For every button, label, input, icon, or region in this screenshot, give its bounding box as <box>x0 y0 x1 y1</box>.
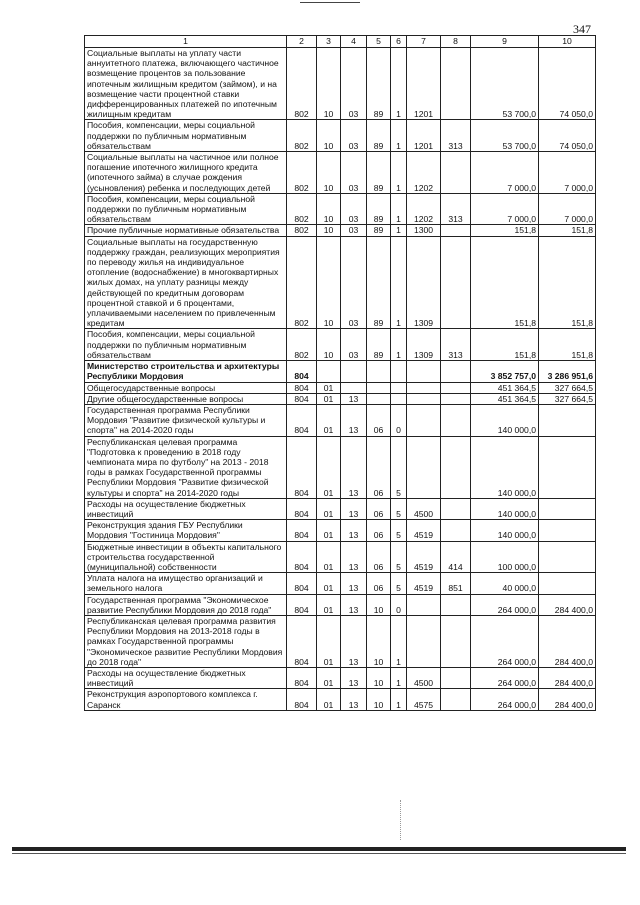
row-name: Государственная программа "Экономическое развитие Республики Мордовия до 2018 года" <box>85 594 287 615</box>
row-expense-type <box>441 152 471 194</box>
row-subsection: 13 <box>341 498 367 519</box>
row-expense-type <box>441 48 471 120</box>
row-admin-code: 802 <box>287 329 317 361</box>
page-number: 347 <box>573 22 591 36</box>
row-section: 01 <box>317 436 341 498</box>
row-expense-type <box>441 689 471 710</box>
row-amount-year1: 53 700,0 <box>471 48 539 120</box>
row-section: 01 <box>317 667 341 688</box>
row-section: 10 <box>317 225 341 236</box>
row-name: Республиканская целевая программа развития Республики Мордовия на 2013-2018 годы в рамках Государственной программы "Экономическое развитие Республики Мордовия до 2018 года" <box>85 615 287 667</box>
row-expense-type <box>441 594 471 615</box>
row-amount-year2: 7 000,0 <box>539 152 596 194</box>
row-admin-code: 804 <box>287 541 317 573</box>
table-row <box>85 382 596 393</box>
row-name: Расходы на осуществление бюджетных инвестиций <box>85 498 287 519</box>
row-subprogram: 1 <box>391 152 407 194</box>
row-admin-code: 802 <box>287 236 317 329</box>
table-row <box>85 120 596 152</box>
row-amount-year1: 451 364,5 <box>471 393 539 404</box>
row-subprogram: 1 <box>391 225 407 236</box>
row-admin-code: 802 <box>287 225 317 236</box>
row-subprogram: 1 <box>391 689 407 710</box>
table-row <box>85 667 596 688</box>
table-row <box>85 404 596 436</box>
row-name: Бюджетные инвестиции в объекты капитального строительства государственной (муниципальной) собственности <box>85 541 287 573</box>
row-amount-year1: 264 000,0 <box>471 689 539 710</box>
table-row <box>85 225 596 236</box>
row-program <box>367 393 391 404</box>
row-section: 01 <box>317 689 341 710</box>
row-target-code <box>407 393 441 404</box>
row-target-code: 1202 <box>407 193 441 225</box>
table-row <box>85 152 596 194</box>
row-admin-code: 804 <box>287 382 317 393</box>
row-program: 10 <box>367 667 391 688</box>
row-subprogram: 1 <box>391 48 407 120</box>
row-name: Социальные выплаты на государственную поддержку граждан, реализующих мероприятия по переводу жилья на индивидуальное отопление (водоснабжение) в многоквартирных жилых домах, на уплату разницы между действующей по кредитным договорам процентной ставкой и 6 процентами, уплачиваемыми населением по привлеченным кредитам <box>85 236 287 329</box>
row-subsection: 13 <box>341 541 367 573</box>
row-amount-year2 <box>539 520 596 541</box>
table-row <box>85 594 596 615</box>
row-program: 06 <box>367 520 391 541</box>
row-admin-code: 804 <box>287 436 317 498</box>
page-bottom-border <box>12 847 626 851</box>
row-amount-year1: 264 000,0 <box>471 667 539 688</box>
row-subprogram <box>391 382 407 393</box>
row-subprogram: 1 <box>391 329 407 361</box>
row-admin-code: 804 <box>287 361 317 382</box>
row-target-code: 4519 <box>407 573 441 594</box>
row-amount-year2: 151,8 <box>539 225 596 236</box>
row-amount-year2 <box>539 436 596 498</box>
row-program: 89 <box>367 236 391 329</box>
row-section: 01 <box>317 615 341 667</box>
row-expense-type: 414 <box>441 541 471 573</box>
row-subsection <box>341 361 367 382</box>
row-admin-code: 804 <box>287 520 317 541</box>
row-subsection: 03 <box>341 152 367 194</box>
row-amount-year2: 284 400,0 <box>539 615 596 667</box>
table-row <box>85 48 596 120</box>
row-program: 06 <box>367 541 391 573</box>
row-amount-year1: 7 000,0 <box>471 152 539 194</box>
row-amount-year2: 284 400,0 <box>539 689 596 710</box>
row-amount-year2: 74 050,0 <box>539 48 596 120</box>
table-row <box>85 329 596 361</box>
row-target-code: 1202 <box>407 152 441 194</box>
page-bottom-border-thin <box>12 853 626 854</box>
row-section: 10 <box>317 329 341 361</box>
row-target-code: 1309 <box>407 329 441 361</box>
table-header-row <box>85 36 596 48</box>
row-subprogram: 1 <box>391 236 407 329</box>
row-subprogram: 0 <box>391 594 407 615</box>
row-subsection: 13 <box>341 520 367 541</box>
row-target-code <box>407 594 441 615</box>
row-section: 10 <box>317 120 341 152</box>
row-subsection: 13 <box>341 404 367 436</box>
col-header: 7 <box>407 36 441 48</box>
row-amount-year2: 151,8 <box>539 236 596 329</box>
row-section: 01 <box>317 498 341 519</box>
row-section: 10 <box>317 152 341 194</box>
table-row <box>85 573 596 594</box>
row-admin-code: 804 <box>287 615 317 667</box>
row-amount-year1: 53 700,0 <box>471 120 539 152</box>
row-target-code: 4519 <box>407 541 441 573</box>
row-subsection: 03 <box>341 120 367 152</box>
row-program <box>367 361 391 382</box>
row-subsection: 03 <box>341 225 367 236</box>
row-program: 06 <box>367 404 391 436</box>
table-row <box>85 393 596 404</box>
row-expense-type <box>441 667 471 688</box>
col-header: 1 <box>85 36 287 48</box>
row-amount-year1: 151,8 <box>471 329 539 361</box>
table-row <box>85 436 596 498</box>
row-subsection: 03 <box>341 329 367 361</box>
row-amount-year1: 3 852 757,0 <box>471 361 539 382</box>
row-program: 10 <box>367 615 391 667</box>
row-target-code: 4500 <box>407 667 441 688</box>
row-amount-year2 <box>539 498 596 519</box>
row-section: 01 <box>317 594 341 615</box>
budget-table <box>84 35 596 711</box>
row-subprogram: 5 <box>391 573 407 594</box>
row-name: Прочие публичные нормативные обязательства <box>85 225 287 236</box>
row-program: 89 <box>367 329 391 361</box>
row-subprogram: 1 <box>391 120 407 152</box>
col-header: 6 <box>391 36 407 48</box>
row-admin-code: 804 <box>287 573 317 594</box>
row-admin-code: 804 <box>287 594 317 615</box>
row-program: 89 <box>367 193 391 225</box>
row-subprogram: 0 <box>391 404 407 436</box>
row-amount-year2 <box>539 573 596 594</box>
row-name: Общегосударственные вопросы <box>85 382 287 393</box>
row-target-code <box>407 615 441 667</box>
row-subprogram <box>391 393 407 404</box>
row-amount-year2: 327 664,5 <box>539 393 596 404</box>
row-amount-year2: 327 664,5 <box>539 382 596 393</box>
row-expense-type: 313 <box>441 120 471 152</box>
scan-artifact <box>400 800 402 840</box>
row-subsection: 13 <box>341 667 367 688</box>
row-expense-type <box>441 382 471 393</box>
row-amount-year2: 151,8 <box>539 329 596 361</box>
col-header: 4 <box>341 36 367 48</box>
col-header: 3 <box>317 36 341 48</box>
row-amount-year1: 7 000,0 <box>471 193 539 225</box>
row-subsection: 03 <box>341 193 367 225</box>
row-program: 10 <box>367 594 391 615</box>
row-subprogram: 1 <box>391 667 407 688</box>
row-name: Другие общегосударственные вопросы <box>85 393 287 404</box>
row-amount-year1: 100 000,0 <box>471 541 539 573</box>
table-row <box>85 520 596 541</box>
table-row <box>85 689 596 710</box>
row-subsection <box>341 382 367 393</box>
row-target-code <box>407 361 441 382</box>
row-section: 01 <box>317 382 341 393</box>
row-section <box>317 361 341 382</box>
row-amount-year2 <box>539 404 596 436</box>
row-expense-type: 313 <box>441 329 471 361</box>
row-amount-year1: 140 000,0 <box>471 404 539 436</box>
col-header: 2 <box>287 36 317 48</box>
row-program: 89 <box>367 48 391 120</box>
row-subprogram: 5 <box>391 520 407 541</box>
row-expense-type <box>441 404 471 436</box>
col-header: 8 <box>441 36 471 48</box>
row-expense-type <box>441 393 471 404</box>
table-row <box>85 361 596 382</box>
row-target-code <box>407 404 441 436</box>
row-program: 89 <box>367 152 391 194</box>
row-amount-year2: 284 400,0 <box>539 594 596 615</box>
row-subsection: 13 <box>341 615 367 667</box>
row-target-code: 4575 <box>407 689 441 710</box>
row-target-code: 1300 <box>407 225 441 236</box>
col-header: 9 <box>471 36 539 48</box>
row-amount-year1: 40 000,0 <box>471 573 539 594</box>
row-amount-year2: 3 286 951,6 <box>539 361 596 382</box>
row-expense-type <box>441 236 471 329</box>
row-target-code: 1201 <box>407 120 441 152</box>
row-admin-code: 802 <box>287 120 317 152</box>
row-name: Расходы на осуществление бюджетных инвестиций <box>85 667 287 688</box>
row-subsection: 13 <box>341 594 367 615</box>
row-name: Республиканская целевая программа "Подготовка к проведению в 2018 году чемпионата мира по футболу" на 2013 - 2018 годы в рамках Государственной программы Республики Мордовия "Развитие физической культуры и спорта" на 2014-2020 годы <box>85 436 287 498</box>
row-subsection: 03 <box>341 48 367 120</box>
row-section: 01 <box>317 393 341 404</box>
row-name: Социальные выплаты на частичное или полное погашение ипотечного жилищного кредита (ипотечного займа) в случае рождения (усыновления) ребенка и последующих детей <box>85 152 287 194</box>
row-subsection: 13 <box>341 393 367 404</box>
row-name: Государственная программа Республики Мордовия "Развитие физической культуры и спорта" на 2014-2020 годы <box>85 404 287 436</box>
row-amount-year1: 264 000,0 <box>471 594 539 615</box>
row-section: 10 <box>317 48 341 120</box>
row-name: Реконструкция аэропортового комплекса г. Саранск <box>85 689 287 710</box>
row-section: 10 <box>317 236 341 329</box>
row-admin-code: 804 <box>287 667 317 688</box>
row-target-code: 4500 <box>407 498 441 519</box>
row-name: Пособия, компенсации, меры социальной поддержки по публичным нормативным обязательствам <box>85 193 287 225</box>
row-target-code: 1309 <box>407 236 441 329</box>
row-section: 01 <box>317 573 341 594</box>
row-amount-year1: 151,8 <box>471 236 539 329</box>
col-header: 5 <box>367 36 391 48</box>
row-subprogram: 1 <box>391 615 407 667</box>
row-expense-type: 313 <box>441 193 471 225</box>
row-target-code <box>407 436 441 498</box>
row-expense-type <box>441 361 471 382</box>
row-name: Социальные выплаты на уплату части аннуитетного платежа, включающего частичное возмещение процентов за пользование ипотечным жилищным кредитом (займом), и на возмещение части процентной ставки дифференцированных платежей по ипотечным жилищным кредитам <box>85 48 287 120</box>
row-subsection: 13 <box>341 573 367 594</box>
row-program: 06 <box>367 498 391 519</box>
row-amount-year1: 140 000,0 <box>471 436 539 498</box>
row-admin-code: 804 <box>287 498 317 519</box>
row-admin-code: 802 <box>287 48 317 120</box>
row-subprogram: 5 <box>391 436 407 498</box>
row-program: 10 <box>367 689 391 710</box>
row-admin-code: 802 <box>287 193 317 225</box>
row-expense-type <box>441 520 471 541</box>
row-subprogram: 1 <box>391 193 407 225</box>
row-amount-year1: 140 000,0 <box>471 498 539 519</box>
row-subprogram: 5 <box>391 541 407 573</box>
row-name: Реконструкция здания ГБУ Республики Мордовия "Гостиница Мордовия" <box>85 520 287 541</box>
table-row <box>85 498 596 519</box>
row-admin-code: 804 <box>287 393 317 404</box>
row-amount-year2 <box>539 541 596 573</box>
row-amount-year1: 264 000,0 <box>471 615 539 667</box>
row-amount-year1: 151,8 <box>471 225 539 236</box>
row-admin-code: 802 <box>287 152 317 194</box>
row-program: 06 <box>367 436 391 498</box>
row-amount-year1: 451 364,5 <box>471 382 539 393</box>
row-amount-year2: 7 000,0 <box>539 193 596 225</box>
row-name: Пособия, компенсации, меры социальной поддержки по публичным нормативным обязательствам <box>85 329 287 361</box>
row-admin-code: 804 <box>287 404 317 436</box>
table-row <box>85 615 596 667</box>
row-section: 10 <box>317 193 341 225</box>
row-expense-type <box>441 225 471 236</box>
row-amount-year1: 140 000,0 <box>471 520 539 541</box>
row-subprogram <box>391 361 407 382</box>
row-program: 06 <box>367 573 391 594</box>
row-section: 01 <box>317 404 341 436</box>
row-expense-type <box>441 615 471 667</box>
row-subsection: 13 <box>341 436 367 498</box>
col-header: 10 <box>539 36 596 48</box>
row-name: Министерство строительства и архитектуры Республики Мордовия <box>85 361 287 382</box>
row-expense-type <box>441 498 471 519</box>
table-row <box>85 193 596 225</box>
row-name: Пособия, компенсации, меры социальной поддержки по публичным нормативным обязательствам <box>85 120 287 152</box>
row-section: 01 <box>317 541 341 573</box>
row-program <box>367 382 391 393</box>
row-target-code <box>407 382 441 393</box>
row-program: 89 <box>367 225 391 236</box>
row-target-code: 1201 <box>407 48 441 120</box>
row-amount-year2: 284 400,0 <box>539 667 596 688</box>
row-section: 01 <box>317 520 341 541</box>
row-program: 89 <box>367 120 391 152</box>
row-subsection: 03 <box>341 236 367 329</box>
row-amount-year2: 74 050,0 <box>539 120 596 152</box>
scan-header-mark <box>300 2 360 9</box>
row-expense-type: 851 <box>441 573 471 594</box>
row-subsection: 13 <box>341 689 367 710</box>
row-name: Уплата налога на имущество организаций и земельного налога <box>85 573 287 594</box>
row-expense-type <box>441 436 471 498</box>
row-target-code: 4519 <box>407 520 441 541</box>
row-subprogram: 5 <box>391 498 407 519</box>
row-admin-code: 804 <box>287 689 317 710</box>
table-row <box>85 236 596 329</box>
table-row <box>85 541 596 573</box>
